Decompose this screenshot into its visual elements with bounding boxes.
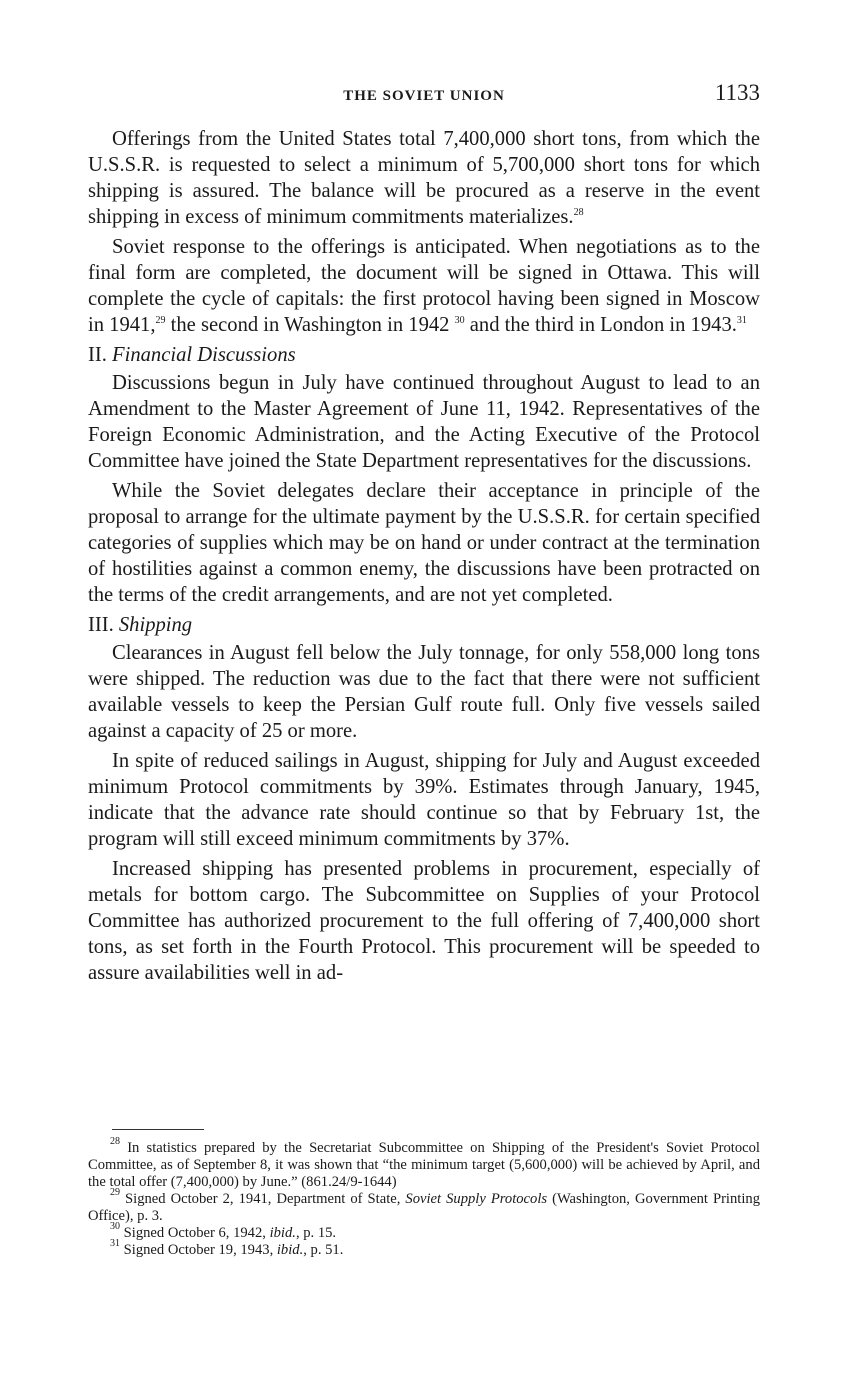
- running-head: [88, 78, 760, 114]
- footnote-text: Signed October 2, 1941, Department of State,: [120, 1191, 406, 1207]
- footnote-italic-title: Soviet Supply Protocols: [405, 1191, 548, 1207]
- footnote-30: [88, 1221, 760, 1242]
- footnote-number: 28: [110, 1136, 120, 1147]
- paragraph-discussions: Discussions begun in July have continued throughout August to lead to an Amendment to the Master Agreement of June 11, 1942. Representatives of the Foreign Economic Administration, and the Acting Executive of the Protocol Committee have joined the State Department representatives for the discussions.: [88, 372, 760, 472]
- footnote-ref-29: 29: [155, 315, 166, 326]
- page-number: 1133: [714, 80, 760, 105]
- section-title: Financial Discussions: [112, 344, 296, 366]
- paragraph-soviet-response-c: and the third in London in 1943.: [464, 314, 737, 336]
- footnote-31: [88, 1238, 760, 1259]
- paragraph-soviet-response: [88, 234, 760, 338]
- footnote-text: , p. 51.: [303, 1242, 344, 1258]
- section-number: III.: [88, 614, 119, 636]
- paragraph-soviet-response-b: the second in Washington in 1942: [165, 314, 455, 336]
- paragraph-offerings-text: Offerings from the United States total 7,400,000 short tons, from which the U.S.S.R. is requested to select a minimum of 5,700,000 short tons for which shipping is assured. The balance will be procured as a reserve in the event shipping in excess of minimum commitments materializes.: [88, 128, 760, 228]
- running-title: THE SOVIET UNION: [343, 88, 505, 104]
- footnote-ref-31: 31: [736, 315, 747, 326]
- paragraph-clearances: Clearances in August fell below the July tonnage, for only 558,000 long tons were shipped. The reduction was due to the fact that there were not sufficient available vessels to keep the Persian Gulf route full. Only five vessels sailed against a capacity of 25 or more.: [88, 642, 760, 742]
- footnote-text: Signed October 19, 1943,: [120, 1242, 277, 1258]
- footnote-text: Signed October 6, 1942,: [120, 1225, 270, 1241]
- paragraph-soviet-delegates: While the Soviet delegates declare their acceptance in principle of the proposal to arrange for the ultimate payment by the U.S.S.R. for certain specified categories of supplies which may be on hand or under contract at the termination of hostilities against a common enemy, the discussions have been protracted on the terms of the credit arrangements, and are not yet completed.: [88, 480, 760, 606]
- footnote-italic-ibid: ibid.: [269, 1225, 296, 1241]
- section-number: II.: [88, 344, 113, 366]
- footnote-28: [88, 1136, 760, 1191]
- footnote-text: In statistics prepared by the Secretariat Subcommittee on Shipping of the President's Soviet Protocol Committee, as of September 8, it was shown that “the minimum target (5,600,000) will be achieved by April, and the total offer (7,400,000) by June.” (861.24/9-1644): [88, 1140, 760, 1190]
- footnote-text: (Washington, Government Printing Office), p. 3.: [88, 1191, 760, 1224]
- footnote-number: 30: [110, 1221, 120, 1232]
- paragraph-soviet-response-a: Soviet response to the offerings is anticipated. When negotiations as to the final form are completed, the document will be signed in Ottawa. This will complete the cycle of capitals: the first protocol having been signed in Moscow in 1941,: [88, 236, 760, 336]
- paragraph-reduced-sailings: In spite of reduced sailings in August, shipping for July and August exceeded minimum Protocol commitments by 39%. Estimates through January, 1945, indicate that the advance rate should continue so that by February 1st, the program will still exceed minimum commitments by 37%.: [88, 750, 760, 850]
- footnote-italic-ibid: ibid.: [276, 1242, 304, 1258]
- footnote-ref-28: 28: [573, 207, 584, 218]
- footnotes: [88, 1136, 760, 1259]
- section-heading-shipping: [88, 612, 760, 638]
- paragraph-increased-shipping: Increased shipping has presented problems in procurement, especially of metals for bottom cargo. The Subcommittee on Supplies of your Protocol Committee has authorized procurement to the full offering of 7,400,000 short tons, as set forth in the Fourth Protocol. This procurement will be speeded to assure availabilities well in ad-: [88, 858, 760, 984]
- footnote-29: [88, 1187, 760, 1225]
- section-heading-financial: [88, 342, 760, 368]
- footnote-number: 29: [110, 1187, 120, 1198]
- footnote-rule: [112, 1129, 204, 1130]
- paragraph-offerings: [88, 126, 760, 230]
- footnote-text: , p. 15.: [295, 1225, 337, 1241]
- section-title: Shipping: [118, 614, 193, 636]
- body-text: [88, 126, 760, 990]
- footnote-number: 31: [110, 1238, 120, 1249]
- footnote-ref-30: 30: [454, 315, 465, 326]
